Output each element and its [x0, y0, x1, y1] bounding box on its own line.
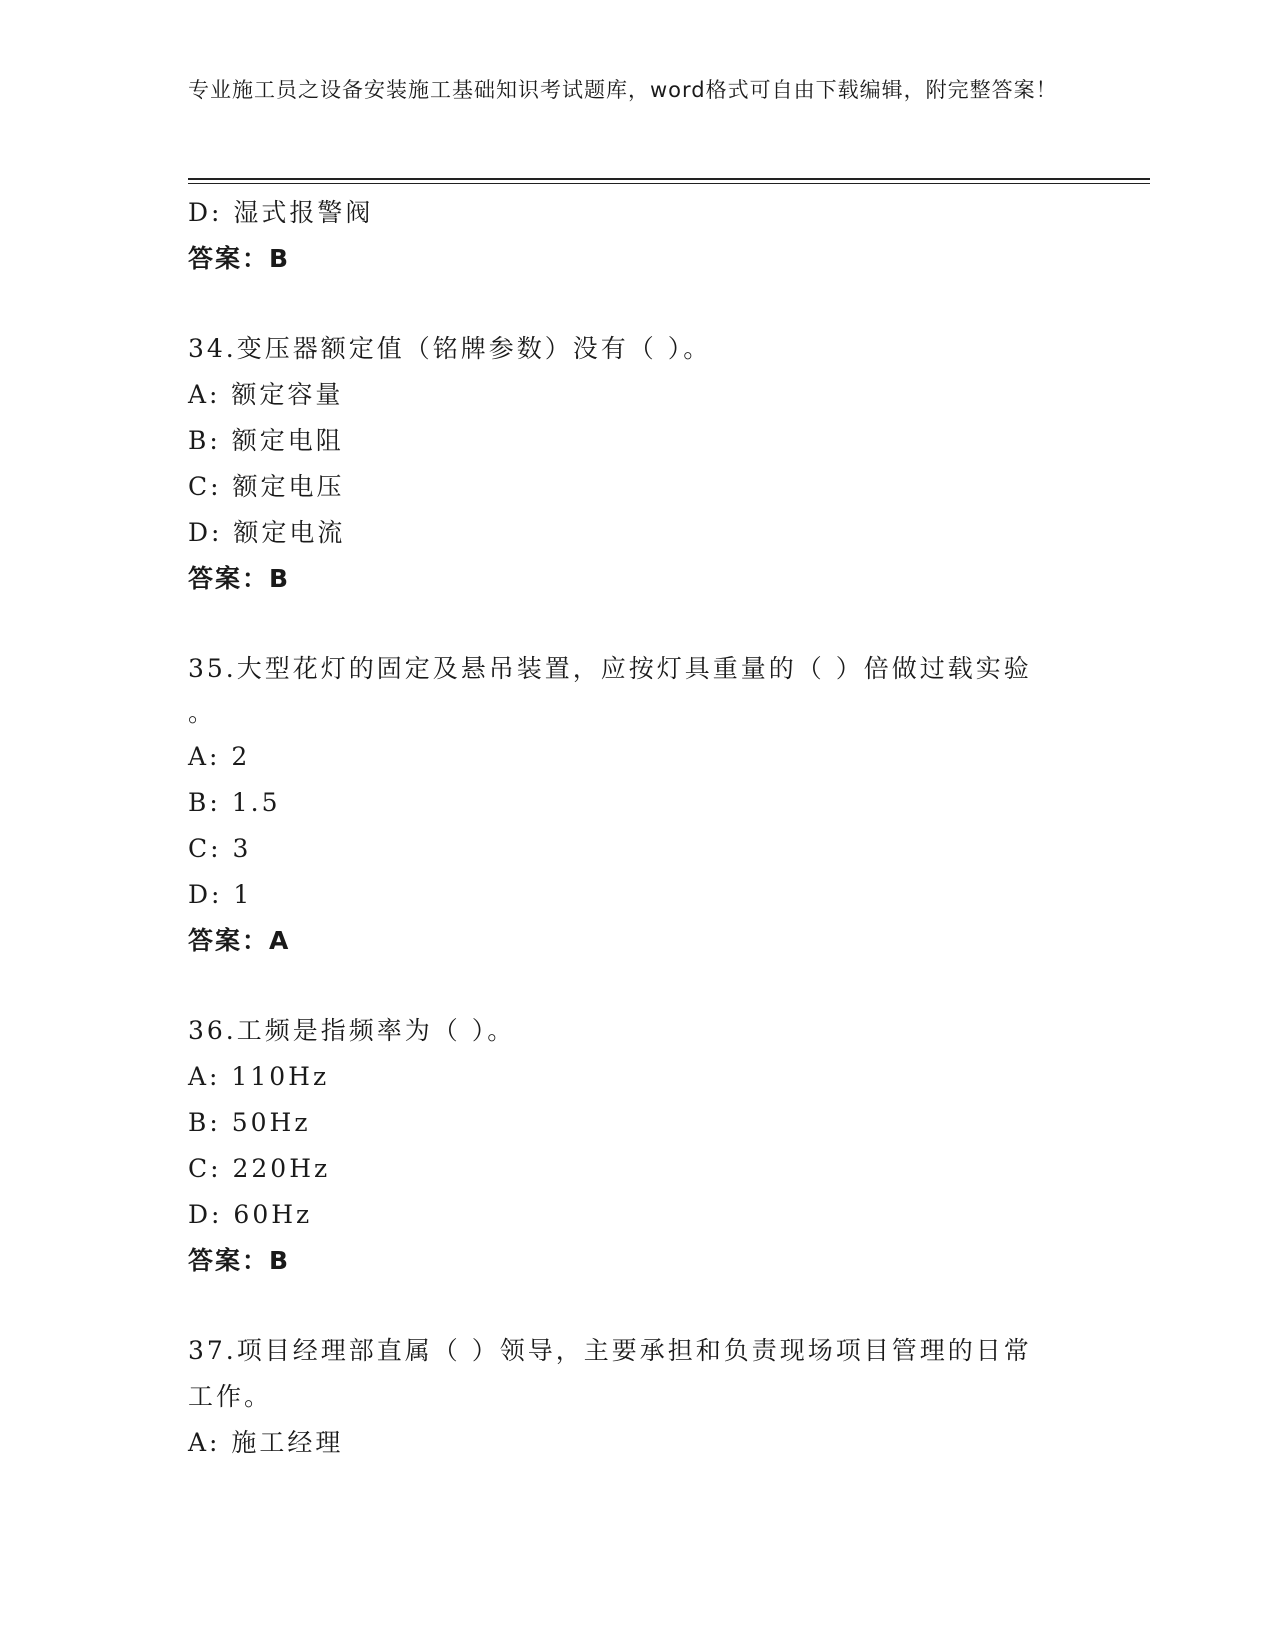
document-header: 专业施工员之设备安装施工基础知识考试题库，word格式可自由下载编辑，附完整答案！ [188, 78, 1058, 102]
answer-line: 答案：B [188, 244, 291, 273]
header-rule-top [188, 178, 1150, 180]
option-d: D: 1 [188, 880, 253, 909]
option-a: A: 额定容量 [188, 380, 344, 409]
answer-line: 答案：A [188, 926, 291, 955]
option-d: D: 60Hz [188, 1200, 313, 1229]
question-list [188, 190, 1088, 1466]
spacer [188, 964, 1088, 1008]
option-c: C: 3 [188, 834, 252, 863]
header-rule-bottom [188, 183, 1150, 184]
option-a: A: 110Hz [188, 1062, 330, 1091]
answer-line: 答案：B [188, 564, 291, 593]
answer-line: 答案：B [188, 1246, 291, 1275]
option-b: B: 1.5 [188, 788, 281, 817]
option-b: B: 50Hz [188, 1108, 311, 1137]
option-c: C: 额定电压 [188, 472, 345, 501]
spacer [188, 1284, 1088, 1328]
question-stem: 34.变压器额定值（铭牌参数）没有（ ）。 [188, 334, 712, 363]
question-stem-continuation: 。 [188, 698, 217, 727]
option-a: A: 2 [188, 742, 251, 771]
option-d: D: 额定电流 [188, 518, 346, 547]
spacer [188, 602, 1088, 646]
option-d: D: 湿式报警阀 [188, 198, 374, 227]
question-stem-continuation: 工作。 [188, 1382, 273, 1411]
option-b: B: 额定电阻 [188, 426, 344, 455]
question-stem: 35.大型花灯的固定及悬吊装置，应按灯具重量的（ ）倍做过载实验 [188, 654, 1032, 683]
question-stem: 37.项目经理部直属（ ）领导，主要承担和负责现场项目管理的日常 [188, 1336, 1032, 1365]
spacer [188, 282, 1088, 326]
question-stem: 36.工频是指频率为（ ）。 [188, 1016, 516, 1045]
option-c: C: 220Hz [188, 1154, 331, 1183]
option-a: A: 施工经理 [188, 1428, 344, 1457]
